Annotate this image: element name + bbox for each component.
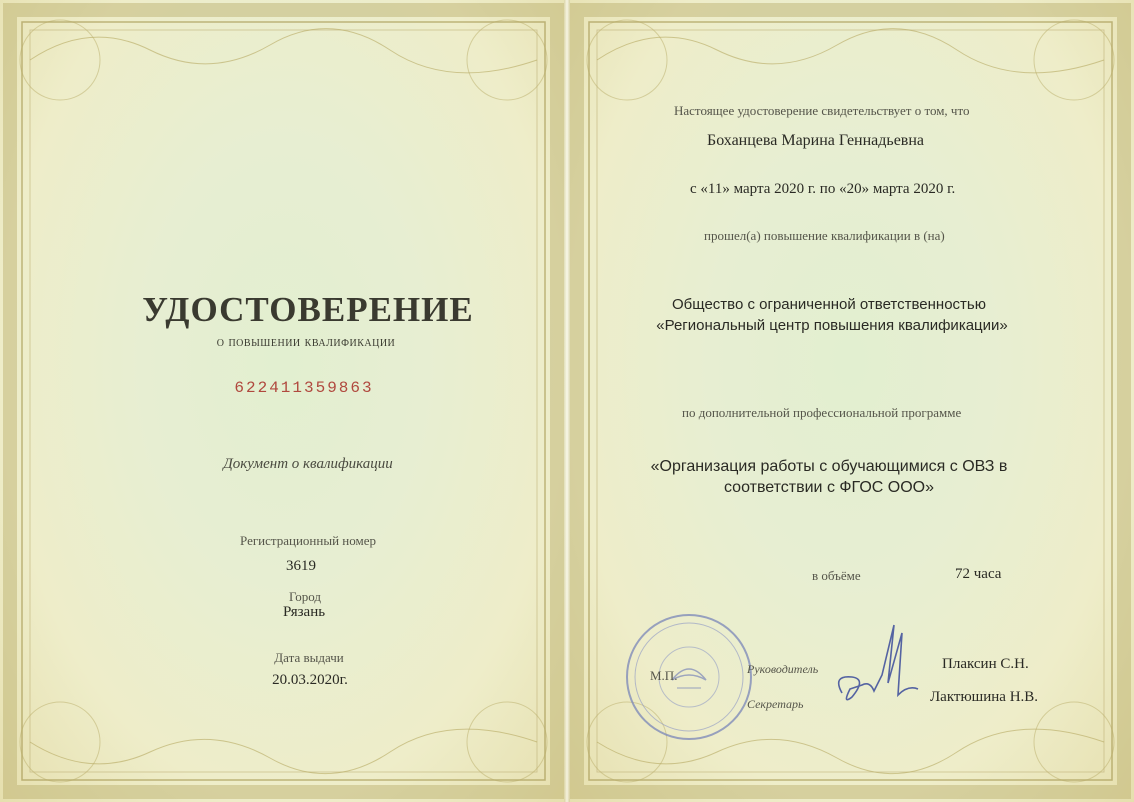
org-name-line2: «Региональный центр повышения квалификации» <box>656 317 1008 334</box>
document-title: УДОСТОВЕРЕНИЕ <box>142 290 474 329</box>
secretary-name: Лактюшина Н.В. <box>930 689 1039 705</box>
city-label: Город <box>288 589 322 604</box>
document-subtitle: о повышении квалификации <box>216 335 396 350</box>
registration-number: 3619 <box>286 558 316 574</box>
seal-stamp <box>622 610 757 745</box>
volume-value: 72 часа <box>955 566 1002 582</box>
program-line1: «Организация работы с обучающимися с ОВЗ в <box>650 458 1008 475</box>
registration-label: Регистрационный номер <box>240 533 376 548</box>
serial-number: 622411359863 <box>234 379 374 397</box>
head-name: Плаксин С.Н. <box>942 656 1029 672</box>
intro-text: Настоящее удостоверение свидетельствует о том, что <box>674 103 970 118</box>
issue-date: 20.03.2020г. <box>272 672 348 688</box>
passed-text: прошел(а) повышение квалификации в (на) <box>704 228 945 243</box>
signature <box>822 605 932 715</box>
secretary-role: Секретарь <box>747 697 804 711</box>
program-label: по дополнительной профессиональной программе <box>682 405 962 420</box>
volume-label: в объёме <box>812 568 861 583</box>
issue-date-label: Дата выдачи <box>274 650 344 665</box>
training-dates: с «11» марта 2020 г. по «20» марта 2020 г. <box>690 181 956 197</box>
head-role: Руководитель <box>747 662 819 676</box>
recipient-name: Боханцева Марина Геннадьевна <box>707 132 925 149</box>
right-page <box>567 0 1134 802</box>
org-name-line1: Общество с ограниченной ответственностью <box>672 296 986 313</box>
program-line2: соответствии с ФГОС ООО» <box>724 479 934 496</box>
center-fold <box>564 0 570 802</box>
stamp-place-label: М.П. <box>650 668 678 683</box>
city-value: Рязань <box>282 604 326 620</box>
document-type: Документ о квалификации <box>223 456 393 472</box>
